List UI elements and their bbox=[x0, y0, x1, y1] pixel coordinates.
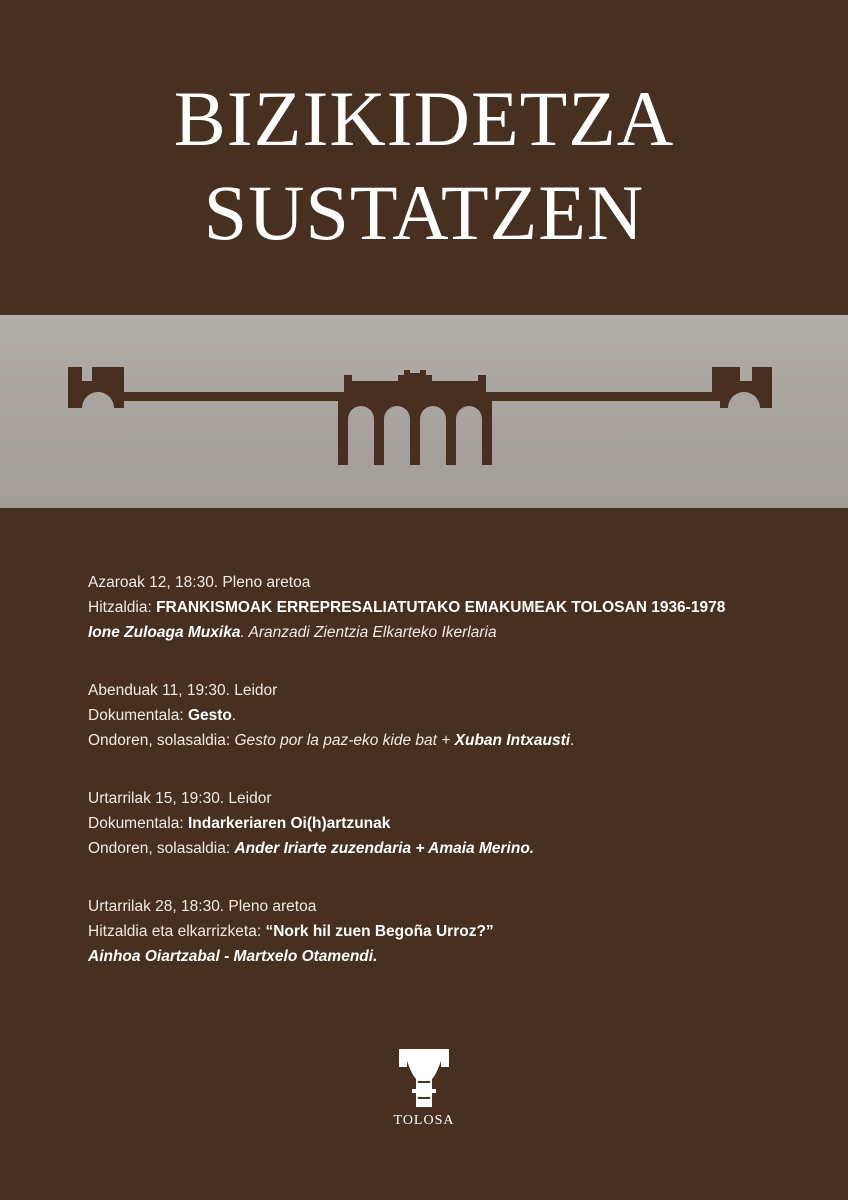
event-description bbox=[88, 919, 768, 944]
event-description bbox=[88, 595, 768, 620]
event-name: Indarkeriaren Oi(h)artzunak bbox=[187, 815, 391, 832]
title-line-2: SUSTATZEN bbox=[203, 169, 645, 256]
event-1 bbox=[88, 570, 768, 645]
event-name-suffix: . bbox=[231, 707, 237, 724]
logo-text: TOLOSA bbox=[393, 1113, 455, 1128]
event-description bbox=[88, 703, 768, 728]
followup-speaker: Xuban Intxausti bbox=[454, 732, 571, 749]
event-type: Hitzaldia: bbox=[88, 599, 157, 616]
event-speaker: Ione Zuloaga Muxika bbox=[88, 624, 241, 641]
event-3 bbox=[88, 786, 768, 861]
event-list bbox=[88, 570, 768, 1002]
tolosa-logo bbox=[384, 1045, 464, 1135]
event-type: Dokumentala: bbox=[88, 707, 188, 724]
poster-title bbox=[0, 72, 848, 260]
event-date: Urtarrilak 15, 19:30. Leidor bbox=[88, 790, 272, 807]
bridge-silhouette-icon bbox=[0, 315, 848, 508]
event-name: “Nork hil zuen Begoña Urroz?” bbox=[265, 923, 494, 940]
event-type: Hitzaldia eta elkarrizketa: bbox=[88, 923, 266, 940]
event-date: Abenduak 11, 19:30. Leidor bbox=[88, 682, 278, 699]
followup-label: Ondoren, solasaldia: bbox=[88, 840, 235, 857]
followup-speaker: Ander Iriarte zuzendaria + Amaia Merino. bbox=[234, 840, 535, 857]
event-followup bbox=[88, 728, 768, 753]
followup-guest: Gesto por la paz-eko kide bat + bbox=[234, 732, 455, 749]
title-line-1: BIZIKIDETZA bbox=[173, 75, 675, 162]
event-affiliation: . Aranzadi Zientzia Elkarteko Ikerlaria bbox=[240, 624, 497, 641]
event-speaker-line bbox=[88, 944, 768, 969]
event-date: Urtarrilak 28, 18:30. Pleno aretoa bbox=[88, 898, 317, 915]
event-speakers: Ainhoa Oiartzabal - Martxelo Otamendi. bbox=[88, 948, 378, 965]
event-name: Gesto bbox=[187, 707, 232, 724]
event-speaker-line bbox=[88, 620, 768, 645]
event-followup bbox=[88, 836, 768, 861]
event-name: FRANKISMOAK ERREPRESALIATUTAKO EMAKUMEAK TOLOSAN 1936-1978 bbox=[156, 599, 726, 616]
event-type: Dokumentala: bbox=[88, 815, 188, 832]
followup-label: Ondoren, solasaldia: bbox=[88, 732, 235, 749]
bridge-band bbox=[0, 315, 848, 508]
event-date: Azaroak 12, 18:30. Pleno aretoa bbox=[88, 574, 311, 591]
tolosa-t-column-icon bbox=[384, 1045, 464, 1113]
followup-end: . bbox=[570, 732, 575, 749]
event-2 bbox=[88, 678, 768, 753]
event-description bbox=[88, 811, 768, 836]
event-4 bbox=[88, 894, 768, 969]
